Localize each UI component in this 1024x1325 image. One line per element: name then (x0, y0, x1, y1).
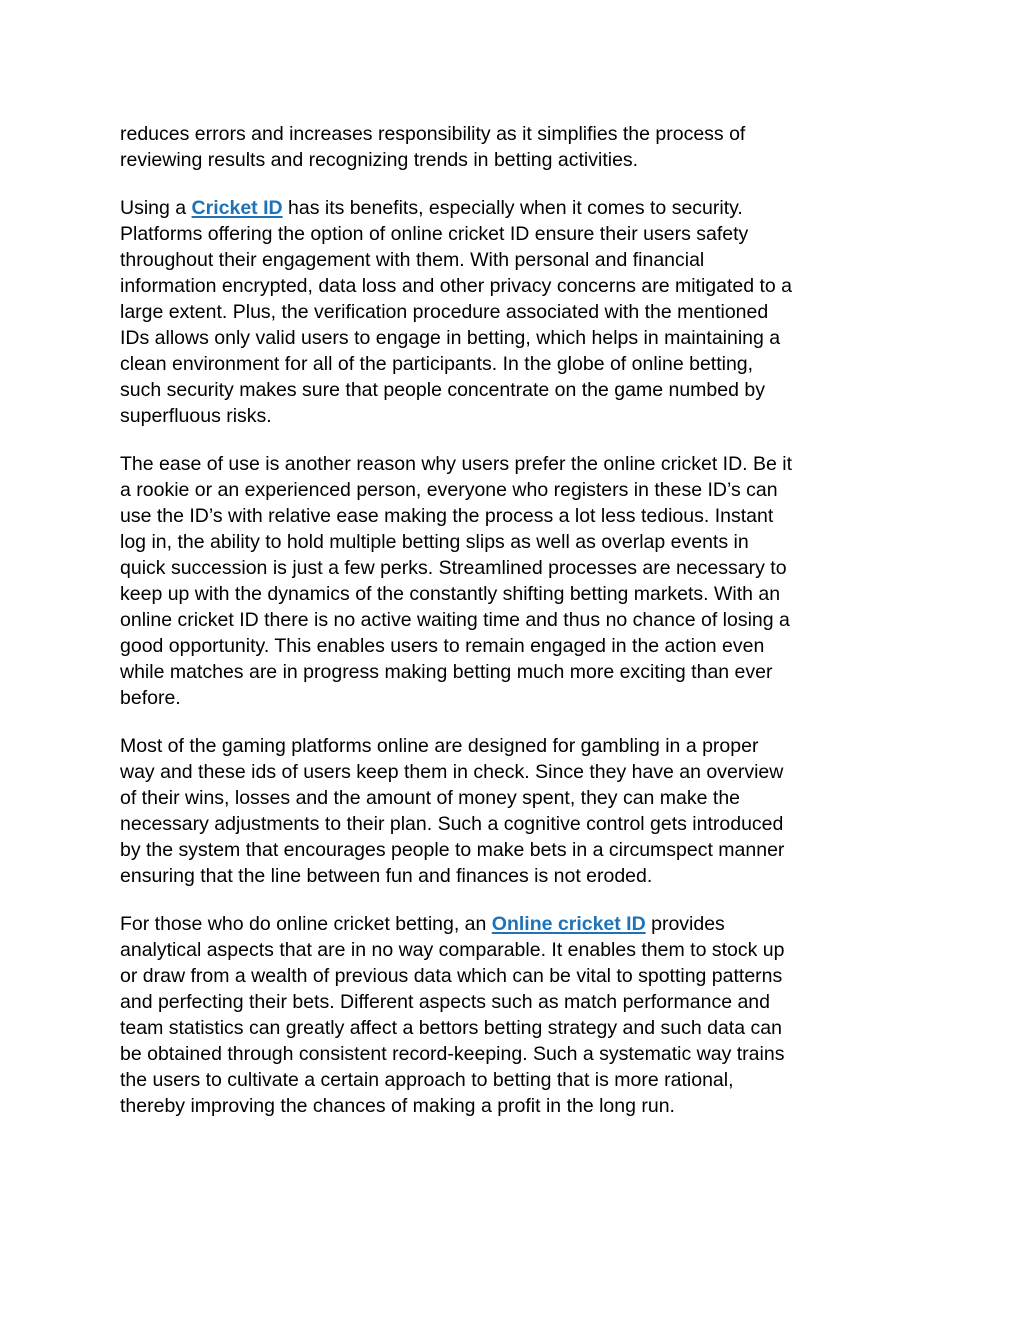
text-line: information encrypted, data loss and other privacy concerns are mitigated to a (120, 275, 793, 297)
online-cricket-id-link[interactable]: Online cricket ID (491, 913, 646, 935)
paragraph-2 (120, 195, 904, 429)
paragraph-3 (120, 451, 904, 711)
text-segment: For those who do online cricket betting, an (120, 913, 492, 935)
text-line: Most of the gaming platforms online are designed for gambling in a proper (120, 735, 759, 757)
text-line: IDs allows only valid users to engage in betting, which helps in maintaining a (120, 327, 781, 349)
text-line: team statistics can greatly affect a bettors betting strategy and such data can (120, 1017, 782, 1039)
text-segment: provides (645, 913, 725, 935)
paragraph-5 (120, 911, 904, 1119)
text-line: The ease of use is another reason why users prefer the online cricket ID. Be it (120, 453, 793, 475)
text-line (120, 911, 904, 937)
text-line: by the system that encourages people to make bets in a circumspect manner (120, 839, 785, 861)
paragraph-4 (120, 733, 904, 889)
text-line: or draw from a wealth of previous data which can be vital to spotting patterns (120, 965, 783, 987)
text-segment: has its benefits, especially when it comes to security. (282, 197, 743, 219)
text-line: clean environment for all of the participants. In the globe of online betting, (120, 353, 754, 375)
text-line: throughout their engagement with them. With personal and financial (120, 249, 705, 271)
text-line: a rookie or an experienced person, everyone who registers in these ID’s can (120, 479, 778, 501)
article-text-block (120, 121, 904, 1141)
text-line (120, 195, 904, 221)
text-line: ensuring that the line between fun and finances is not eroded. (120, 865, 653, 887)
text-line: reviewing results and recognizing trends in betting activities. (120, 149, 639, 171)
text-line: while matches are in progress making betting much more exciting than ever (120, 661, 773, 683)
text-line: online cricket ID there is no active waiting time and thus no chance of losing a (120, 609, 790, 631)
text-line: necessary adjustments to their plan. Such a cognitive control gets introduced (120, 813, 784, 835)
text-line: log in, the ability to hold multiple betting slips as well as overlap events in (120, 531, 749, 553)
text-segment: Using a (120, 197, 192, 219)
text-line: such security makes sure that people concentrate on the game numbed by (120, 379, 765, 401)
cricket-id-link[interactable]: Cricket ID (191, 197, 283, 219)
text-line: of their wins, losses and the amount of money spent, they can make the (120, 787, 741, 809)
text-line: be obtained through consistent record-keeping. Such a systematic way trains (120, 1043, 785, 1065)
text-line: quick succession is just a few perks. Streamlined processes are necessary to (120, 557, 787, 579)
text-line: reduces errors and increases responsibility as it simplifies the process of (120, 123, 746, 145)
paragraph-1 (120, 121, 904, 173)
text-line: thereby improving the chances of making a profit in the long run. (120, 1095, 675, 1117)
text-line: the users to cultivate a certain approach to betting that is more rational, (120, 1069, 734, 1091)
text-line: way and these ids of users keep them in check. Since they have an overview (120, 761, 784, 783)
text-line: good opportunity. This enables users to remain engaged in the action even (120, 635, 765, 657)
text-line: analytical aspects that are in no way comparable. It enables them to stock up (120, 939, 785, 961)
text-line: before. (120, 687, 181, 709)
text-line: use the ID’s with relative ease making the process a lot less tedious. Instant (120, 505, 774, 527)
text-line: keep up with the dynamics of the constantly shifting betting markets. With an (120, 583, 781, 605)
text-line: superfluous risks. (120, 405, 272, 427)
text-line: and perfecting their bets. Different aspects such as match performance and (120, 991, 770, 1013)
text-line: large extent. Plus, the verification procedure associated with the mentioned (120, 301, 769, 323)
text-line: Platforms offering the option of online cricket ID ensure their users safety (120, 223, 749, 245)
